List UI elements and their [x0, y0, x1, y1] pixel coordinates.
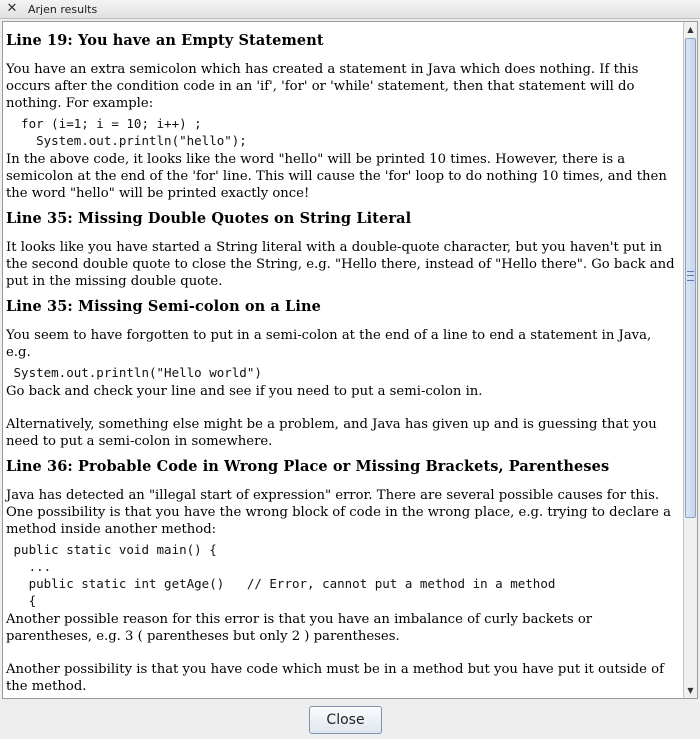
- result-section: [6, 298, 679, 450]
- section-paragraph: Another possibility is that you have code which must be in a method but you have put it outside of the method.: [6, 662, 664, 694]
- section-paragraph: Go back and check your line and see if you need to put a semi-colon in.: [6, 384, 483, 399]
- section-heading: Line 35: Missing Semi-colon on a Line: [6, 298, 321, 315]
- section-paragraph: Java has detected an "illegal start of expression" error. There are several possible causes for this. One possibility is that you have the wrong block of code in the wrong place, e.g. trying to declare a method inside another method:: [6, 488, 672, 537]
- section-heading: Line 35: Missing Double Quotes on String Literal: [6, 210, 412, 227]
- grip-icon: [687, 271, 694, 281]
- section-paragraph: In the above code, it looks like the word "hello" will be printed 10 times. However, there is a semicolon at the end of the 'for' line. This will cause the 'for' loop to do nothing 10 times, and then the word "hello" will be printed exactly once!: [6, 152, 667, 201]
- dialog-footer: [0, 700, 700, 739]
- scrollbar-thumb[interactable]: [685, 38, 696, 518]
- result-section: [6, 458, 679, 695]
- title-bar: [0, 0, 700, 19]
- section-paragraph: You seem to have forgotten to put in a semi-colon at the end of a line to end a statement in Java, e.g.: [6, 328, 652, 360]
- close-button[interactable]: Close: [309, 706, 382, 734]
- section-paragraph: Alternatively, something else might be a problem, and Java has given up and is guessing that you need to put a semi-colon in somewhere.: [6, 417, 657, 449]
- scroll-up-arrow-icon[interactable]: ▲: [687, 25, 694, 34]
- code-example: System.out.println("Hello world"): [6, 365, 262, 380]
- window-title: Arjen results: [28, 3, 98, 16]
- section-paragraph: You have an extra semicolon which has created a statement in Java which does nothing. If this occurs after the condition code in an 'if', 'for' or 'while' statement, then that statement will do nothing. For example:: [6, 62, 639, 111]
- code-example: public static void main() { ... public static int getAge() // Error, cannot put a method in a method {: [13, 542, 556, 608]
- scroll-down-arrow-icon[interactable]: ▼: [687, 686, 694, 695]
- section-heading: Line 19: You have an Empty Statement: [6, 32, 324, 49]
- code-example: for (i=1; i = 10; i++) ; System.out.println("hello");: [21, 116, 247, 148]
- result-section: [6, 32, 679, 202]
- section-paragraph: Another possible reason for this error is that you have an imbalance of curly backets or parentheses, e.g. 3 ( parentheses but only 2 ) parentheses.: [6, 612, 593, 644]
- vertical-scrollbar[interactable]: [683, 21, 698, 699]
- results-pane[interactable]: [2, 21, 683, 699]
- result-section: [6, 210, 679, 290]
- section-paragraph: It looks like you have started a String literal with a double-quote character, but you haven't put in the second double quote to close the String, e.g. "Hello there, instead of "Hello there". Go back and put in the missing double quote.: [6, 240, 675, 289]
- section-heading: Line 36: Probable Code in Wrong Place or Missing Brackets, Parentheses: [6, 458, 610, 475]
- close-window-icon[interactable]: ✕: [6, 1, 18, 16]
